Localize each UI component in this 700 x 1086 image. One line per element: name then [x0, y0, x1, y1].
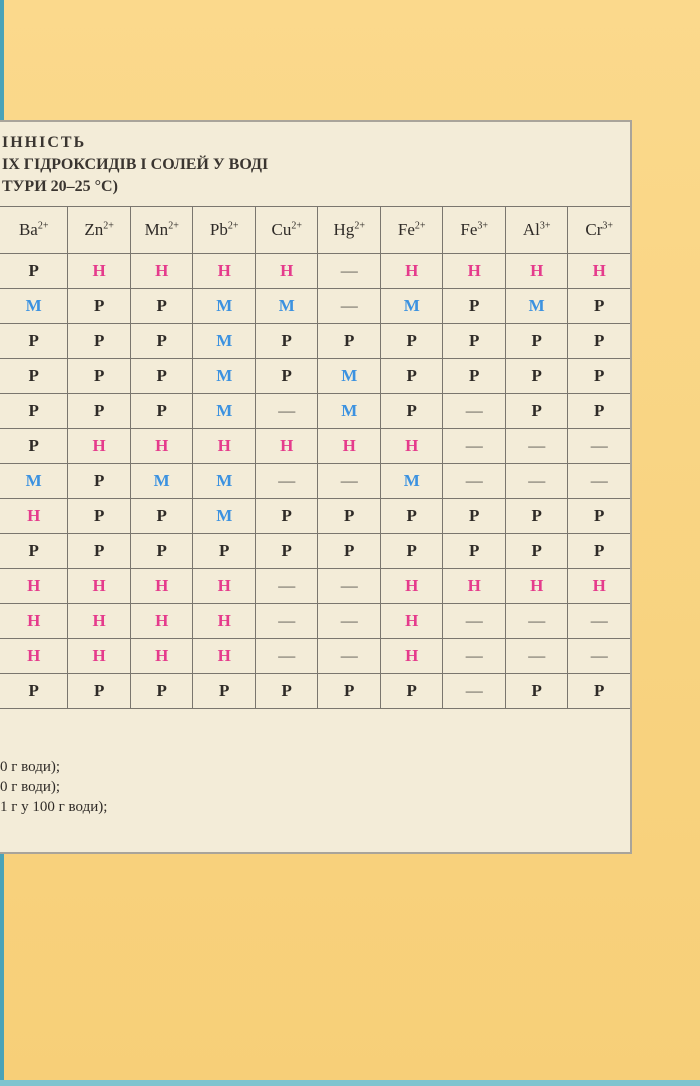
- solubility-cell: М: [318, 394, 381, 429]
- solubility-cell: Р: [381, 534, 443, 569]
- solubility-cell: Р: [505, 499, 567, 534]
- table-row: [0, 359, 630, 394]
- table-row: [0, 289, 630, 324]
- title-line-2: ІХ ГІДРОКСИДІВ І СОЛЕЙ У ВОДІ: [2, 156, 269, 173]
- solubility-cell: М: [255, 289, 318, 324]
- solubility-cell: —: [255, 639, 318, 674]
- title-line-3: ТУРИ 20–25 °С): [2, 178, 118, 195]
- solubility-cell: М: [193, 499, 255, 534]
- cation-charge: 2+: [414, 220, 426, 232]
- cover-bottom-edge: [0, 1080, 700, 1086]
- solubility-cell: Р: [505, 534, 567, 569]
- solubility-cell: Р: [255, 674, 318, 709]
- solubility-cell: М: [381, 464, 443, 499]
- solubility-cell: Р: [0, 254, 68, 289]
- solubility-cell: Н: [255, 254, 318, 289]
- solubility-cell: —: [255, 569, 318, 604]
- solubility-cell: Р: [443, 499, 505, 534]
- solubility-cell: —: [318, 289, 381, 324]
- solubility-cell: Р: [318, 499, 381, 534]
- cation-header: [130, 207, 193, 254]
- solubility-cell: Н: [68, 569, 131, 604]
- solubility-cell: —: [255, 464, 318, 499]
- solubility-cell: Н: [381, 254, 443, 289]
- solubility-cell: —: [255, 394, 318, 429]
- solubility-cell: Р: [0, 359, 68, 394]
- solubility-cell: Р: [381, 359, 443, 394]
- solubility-cell: Р: [193, 534, 255, 569]
- solubility-cell: Н: [505, 569, 567, 604]
- table-row: [0, 464, 630, 499]
- legend-note: 1 г у 100 г води);: [0, 799, 108, 815]
- cation-charge: 2+: [227, 220, 239, 232]
- cation-charge: 2+: [291, 220, 302, 232]
- cation-symbol: Cu: [271, 220, 292, 239]
- solubility-cell: Р: [318, 534, 381, 569]
- solubility-cell: М: [130, 464, 193, 499]
- solubility-cell: Р: [130, 324, 193, 359]
- cation-header-row: [0, 207, 630, 254]
- solubility-cell: Р: [130, 289, 193, 324]
- solubility-cell: Р: [68, 289, 131, 324]
- solubility-cell: Р: [381, 674, 443, 709]
- solubility-cell: —: [443, 639, 505, 674]
- cation-symbol: Pb: [209, 220, 228, 239]
- solubility-cell: Н: [381, 429, 443, 464]
- solubility-cell: Н: [318, 429, 381, 464]
- solubility-cell: Р: [130, 534, 193, 569]
- solubility-cell: —: [568, 429, 630, 464]
- solubility-cell: Р: [68, 499, 131, 534]
- solubility-cell: Р: [0, 429, 68, 464]
- solubility-cell: Р: [255, 359, 318, 394]
- solubility-cell: Р: [568, 324, 630, 359]
- table-row: [0, 639, 630, 674]
- cation-charge: 2+: [168, 220, 179, 232]
- solubility-cell: —: [443, 604, 505, 639]
- cation-charge: 2+: [354, 220, 365, 232]
- solubility-cell: —: [505, 639, 567, 674]
- solubility-cell: Р: [68, 464, 131, 499]
- cation-charge: 3+: [539, 220, 551, 232]
- cation-header: [0, 207, 68, 254]
- cation-symbol: Fe: [397, 220, 415, 239]
- solubility-cell: Р: [568, 499, 630, 534]
- solubility-cell: Р: [318, 674, 381, 709]
- solubility-cell: Н: [0, 639, 68, 674]
- solubility-cell: —: [443, 674, 505, 709]
- solubility-cell: —: [505, 604, 567, 639]
- table-row: [0, 324, 630, 359]
- solubility-cell: Р: [0, 324, 68, 359]
- solubility-cell: Н: [130, 639, 193, 674]
- solubility-cell: Р: [568, 289, 630, 324]
- solubility-cell: Р: [130, 674, 193, 709]
- table-row: [0, 569, 630, 604]
- solubility-cell: —: [568, 604, 630, 639]
- solubility-cell: М: [193, 324, 255, 359]
- solubility-cell: Р: [505, 674, 567, 709]
- cation-symbol: Zn: [84, 220, 104, 239]
- solubility-table: [0, 206, 630, 709]
- solubility-cell: Р: [505, 394, 567, 429]
- cation-symbol: Al: [522, 220, 540, 239]
- table-row: [0, 604, 630, 639]
- solubility-cell: —: [318, 639, 381, 674]
- solubility-cell: Р: [255, 534, 318, 569]
- solubility-cell: Р: [568, 674, 630, 709]
- solubility-cell: Н: [68, 604, 131, 639]
- solubility-cell: Р: [505, 359, 567, 394]
- solubility-cell: Р: [255, 324, 318, 359]
- solubility-table-body: [0, 254, 630, 709]
- cation-header: [68, 207, 131, 254]
- solubility-cell: Р: [381, 499, 443, 534]
- solubility-cell: —: [443, 394, 505, 429]
- cation-header: [193, 207, 255, 254]
- solubility-cell: Н: [0, 604, 68, 639]
- solubility-cell: Р: [193, 674, 255, 709]
- solubility-cell: М: [0, 289, 68, 324]
- solubility-cell: М: [193, 359, 255, 394]
- solubility-cell: М: [193, 289, 255, 324]
- solubility-cell: Р: [568, 394, 630, 429]
- solubility-cell: Н: [68, 254, 131, 289]
- cation-header: [381, 207, 443, 254]
- cation-symbol: Cr: [585, 220, 603, 239]
- solubility-cell: Р: [568, 534, 630, 569]
- solubility-cell: М: [505, 289, 567, 324]
- solubility-cell: Р: [443, 289, 505, 324]
- legend-notes: [0, 757, 107, 817]
- solubility-cell: Р: [68, 674, 131, 709]
- cation-header: [443, 207, 505, 254]
- solubility-cell: —: [505, 464, 567, 499]
- cation-header: [255, 207, 318, 254]
- solubility-cell: Н: [568, 254, 630, 289]
- cation-symbol: Hg: [333, 220, 355, 239]
- solubility-cell: —: [505, 429, 567, 464]
- solubility-cell: —: [443, 464, 505, 499]
- cation-header: [318, 207, 381, 254]
- solubility-cell: Н: [193, 639, 255, 674]
- solubility-cell: Н: [443, 569, 505, 604]
- cation-header: [568, 207, 630, 254]
- solubility-cell: Н: [255, 429, 318, 464]
- solubility-cell: —: [568, 639, 630, 674]
- solubility-cell: Н: [381, 569, 443, 604]
- solubility-cell: Н: [193, 569, 255, 604]
- solubility-cell: Р: [443, 359, 505, 394]
- solubility-cell: Р: [0, 534, 68, 569]
- solubility-cell: Н: [130, 429, 193, 464]
- solubility-cell: М: [381, 289, 443, 324]
- solubility-cell: М: [0, 464, 68, 499]
- solubility-cell: —: [568, 464, 630, 499]
- solubility-cell: —: [255, 604, 318, 639]
- cation-header: [505, 207, 567, 254]
- cation-symbol: Mn: [144, 220, 169, 239]
- solubility-cell: Н: [68, 639, 131, 674]
- table-row: [0, 254, 630, 289]
- solubility-cell: Р: [130, 359, 193, 394]
- solubility-cell: Н: [193, 429, 255, 464]
- solubility-cell: —: [318, 254, 381, 289]
- solubility-cell: Н: [130, 604, 193, 639]
- table-title: [2, 132, 268, 198]
- solubility-cell: Р: [318, 324, 381, 359]
- cation-symbol: Ba: [18, 220, 38, 239]
- solubility-cell: Н: [0, 499, 68, 534]
- cation-charge: 3+: [602, 220, 614, 232]
- solubility-cell: Р: [68, 324, 131, 359]
- cation-charge: 2+: [103, 220, 114, 232]
- solubility-cell: Р: [68, 359, 131, 394]
- solubility-cell: Р: [0, 674, 68, 709]
- solubility-cell: Н: [0, 569, 68, 604]
- solubility-cell: М: [193, 394, 255, 429]
- cation-charge: 3+: [477, 220, 489, 232]
- solubility-cell: Н: [130, 254, 193, 289]
- solubility-cell: —: [443, 429, 505, 464]
- solubility-cell: Р: [68, 534, 131, 569]
- solubility-cell: Н: [68, 429, 131, 464]
- solubility-cell: Р: [443, 534, 505, 569]
- solubility-cell: Р: [0, 394, 68, 429]
- solubility-cell: Р: [505, 324, 567, 359]
- solubility-cell: Н: [130, 569, 193, 604]
- solubility-cell: Н: [381, 604, 443, 639]
- cation-charge: 2+: [37, 220, 49, 232]
- solubility-cell: М: [193, 464, 255, 499]
- title-line-1: ІННІСТЬ: [2, 134, 87, 151]
- solubility-cell: Р: [68, 394, 131, 429]
- table-row: [0, 429, 630, 464]
- solubility-cell: Н: [505, 254, 567, 289]
- solubility-cell: Н: [193, 604, 255, 639]
- solubility-cell: —: [318, 464, 381, 499]
- solubility-cell: —: [318, 604, 381, 639]
- solubility-cell: Н: [193, 254, 255, 289]
- cation-symbol: Fe: [460, 220, 478, 239]
- solubility-cell: Р: [568, 359, 630, 394]
- solubility-cell: Р: [443, 324, 505, 359]
- table-row: [0, 394, 630, 429]
- table-row: [0, 534, 630, 569]
- solubility-page: [0, 120, 632, 854]
- solubility-cell: Р: [381, 394, 443, 429]
- legend-note: 0 г води);: [0, 779, 61, 795]
- legend-note: 0 г води);: [0, 759, 61, 775]
- solubility-cell: М: [318, 359, 381, 394]
- solubility-cell: Н: [443, 254, 505, 289]
- solubility-cell: Р: [130, 394, 193, 429]
- table-row: [0, 499, 630, 534]
- solubility-cell: —: [318, 569, 381, 604]
- solubility-cell: Н: [381, 639, 443, 674]
- solubility-cell: Н: [568, 569, 630, 604]
- solubility-cell: Р: [130, 499, 193, 534]
- solubility-cell: Р: [381, 324, 443, 359]
- solubility-cell: Р: [255, 499, 318, 534]
- table-row: [0, 674, 630, 709]
